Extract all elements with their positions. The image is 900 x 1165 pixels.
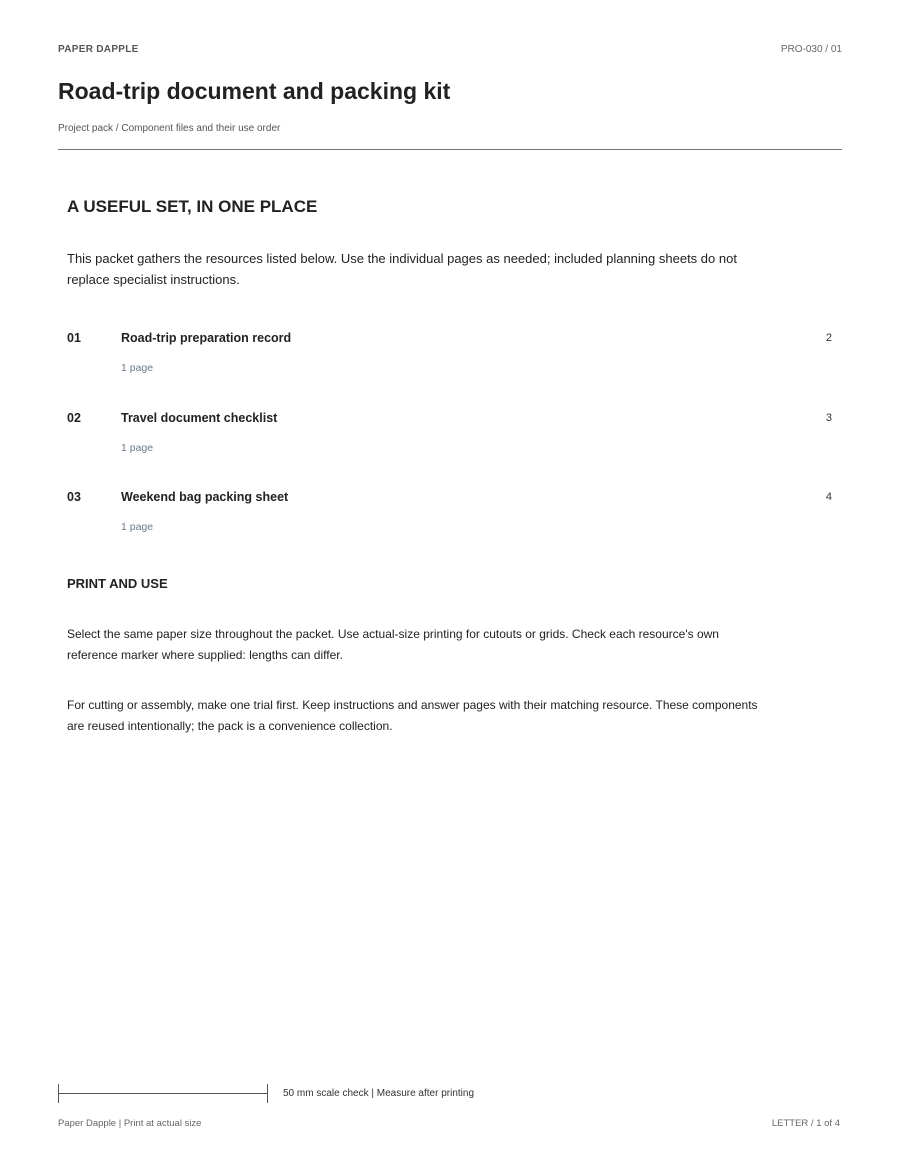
item-number: 02 — [67, 410, 81, 425]
list-item — [67, 489, 832, 569]
item-page-reference: 2 — [825, 332, 832, 344]
contents-list — [67, 330, 832, 569]
overview-intro: This packet gathers the resources listed below. Use the individual pages as needed; included planning sheets do not replace specialist instructions. — [67, 251, 737, 287]
item-number: 03 — [67, 490, 81, 504]
scale-line — [58, 1093, 267, 1094]
page-subtitle: Project pack / Component files and their use order — [58, 123, 281, 134]
item-page-count: 1 page — [121, 362, 154, 374]
item-page-reference: 3 — [825, 411, 832, 424]
page-title: Road-trip document and packing kit — [58, 78, 451, 104]
document-id: PRO-030 / 01 — [780, 44, 842, 55]
print-use-heading: PRINT AND USE — [67, 576, 168, 591]
footer-page-info: LETTER / 1 of 4 — [771, 1118, 840, 1129]
header-divider — [58, 149, 842, 150]
overview-heading: A USEFUL SET, IN ONE PLACE — [67, 197, 318, 216]
item-name: Weekend bag packing sheet — [121, 490, 289, 504]
item-page-reference: 4 — [825, 491, 832, 503]
scale-bar — [58, 1084, 268, 1104]
list-item — [67, 330, 832, 410]
item-page-count: 1 page — [121, 441, 154, 454]
item-page-count: 1 page — [121, 521, 154, 533]
item-name: Travel document checklist — [121, 410, 278, 425]
list-item — [67, 410, 832, 490]
scale-tick — [267, 1084, 268, 1103]
footer-left-text: Paper Dapple | Print at actual size — [58, 1118, 202, 1129]
scale-label: 50 mm scale check | Measure after printing — [283, 1088, 475, 1099]
print-use-paragraph: Select the same paper size throughout the packet. Use actual-size printing for cutouts or grids. Check each resource's own reference marker where supplied: lengths can differ. — [67, 627, 719, 662]
item-number: 01 — [67, 331, 81, 345]
brand-name: PAPER DAPPLE — [58, 44, 139, 55]
item-name: Road-trip preparation record — [121, 331, 292, 345]
print-use-paragraph: For cutting or assembly, make one trial first. Keep instructions and answer pages with their matching resource. These components are reused intentionally; the pack is a convenience collection. — [67, 698, 758, 733]
